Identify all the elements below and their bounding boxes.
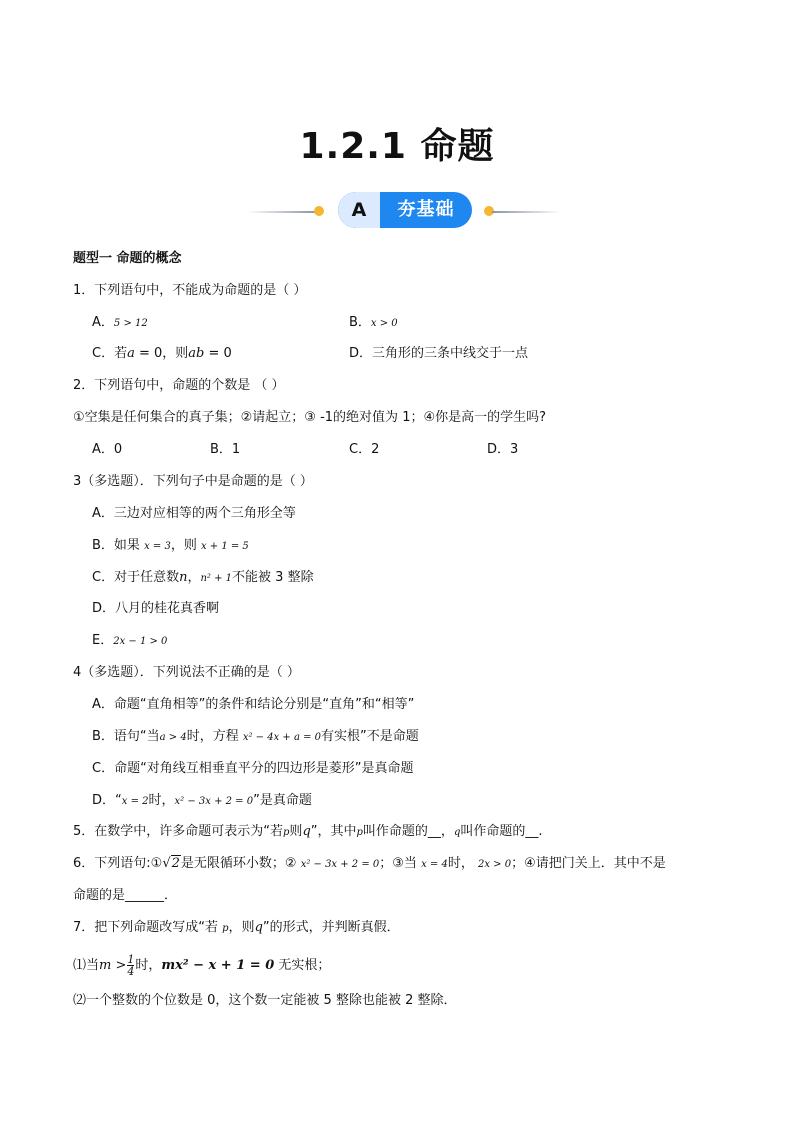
banner-pill <box>338 192 472 228</box>
question-3-option-d: D．八月的桂花真香啊 <box>92 601 220 616</box>
question-6-line-1: 6．下列语句:①√2是无限循环小数；② x² − 3x + 2 = 0；③当 x = 4时， 2x > 0；④请把门关上．其中不是 <box>73 856 666 871</box>
question-2-option-c: C．2 <box>349 442 380 457</box>
question-4-option-a: A．命题“直角相等”的条件和结论分别是“直角”和“相等” <box>92 697 415 712</box>
section-banner <box>0 192 794 232</box>
decorative-dot-left <box>314 206 324 216</box>
decorative-line-left <box>246 211 316 213</box>
question-1-option-d: D．三角形的三条中线交于一点 <box>349 346 529 361</box>
section-heading: 题型一 命题的概念 <box>73 251 182 266</box>
question-2-option-a: A．0 <box>92 442 123 457</box>
sqrt-symbol: √2 <box>162 856 180 871</box>
question-3-stem: 3（多选题）．下列句子中是命题的是（ ） <box>73 474 313 489</box>
question-3-option-e: E．2x − 1 > 0 <box>92 633 168 648</box>
question-3-option-a: A．三边对应相等的两个三角形全等 <box>92 506 296 521</box>
question-6-line-2: 命题的是______． <box>73 888 178 903</box>
question-7-stem: 7．把下列命题改写成“若 p，则q”的形式，并判断真假． <box>73 920 400 935</box>
banner-label: 夯基础 <box>397 199 455 220</box>
banner-letter: A <box>338 192 380 228</box>
question-1-option-a: A．5 > 12 <box>92 315 148 330</box>
question-3-option-c: C．对于任意数n，n² + 1不能被 3 整除 <box>92 570 314 585</box>
question-5: 5．在数学中，许多命题可表示为“若p则q”，其中p叫作命题的__，q叫作命题的__. <box>73 824 543 839</box>
question-2-option-b: B．1 <box>210 442 241 457</box>
question-2-option-d: D．3 <box>487 442 519 457</box>
decorative-line-right <box>492 211 562 213</box>
question-2-stem: 2．下列语句中，命题的个数是 （ ） <box>73 378 285 393</box>
page-title: 1.2.1 命题 <box>299 126 495 167</box>
question-1-option-c: C．若a = 0，则ab = 0 <box>92 346 232 361</box>
question-1-option-b: B．x > 0 <box>349 315 398 330</box>
question-7-part-2: ⑵一个整数的个位数是 0，这个数一定能被 5 整除也能被 2 整除． <box>73 993 457 1008</box>
fraction: $\frac{1}{4}$ <box>127 953 135 978</box>
question-3-option-b: B．如果 x = 3，则 x + 1 = 5 <box>92 538 249 553</box>
question-1-stem: 1．下列语句中，不能成为命题的是（ ） <box>73 283 307 298</box>
question-7-part-1: ⑴当m > $\frac{1}{4}$ 时，mx² − x + 1 = 0 无实根； <box>73 953 331 978</box>
question-4-option-b: B．语句“当a > 4时，方程 x² − 4x + a = 0有实根”不是命题 <box>92 729 419 744</box>
question-4-option-d: D．“x = 2时，x² − 3x + 2 = 0”是真命题 <box>92 793 312 808</box>
question-2-statements: ①空集是任何集合的真子集；②请起立；③ -1的绝对值为 1；④你是高一的学生吗? <box>73 410 547 425</box>
question-4-stem: 4（多选题）．下列说法不正确的是（ ） <box>73 665 300 680</box>
question-4-option-c: C．命题“对角线互相垂直平分的四边形是菱形”是真命题 <box>92 761 414 776</box>
